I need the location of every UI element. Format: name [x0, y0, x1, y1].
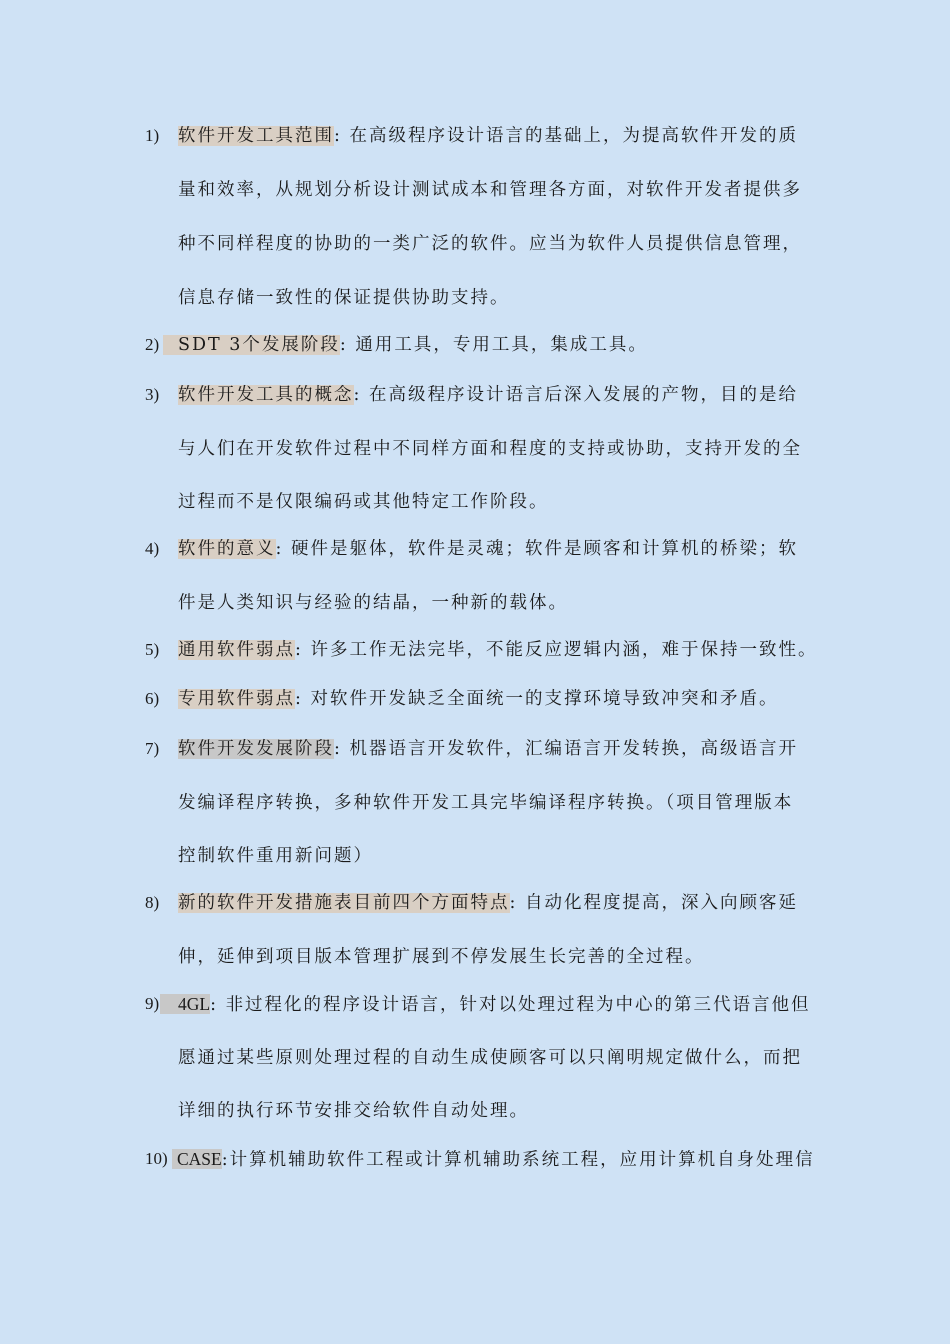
definition-text: 与人们在开发软件过程中不同样方面和程度的支持或协助，支持开发的全	[178, 439, 802, 459]
definition-text: 通用工具，专用工具，集成工具。	[355, 335, 648, 355]
item-number: 7)	[145, 739, 160, 758]
item-number: 9)	[145, 994, 160, 1013]
definition-text: 量和效率，从规划分析设计测试成本和管理各方面，对软件开发者提供多	[178, 180, 802, 200]
definition-text: 发编译程序转换，多种软件开发工具完毕编译程序转换。（项目管理版本	[178, 793, 794, 813]
term: 4GL	[160, 994, 210, 1014]
definition-text: 机器语言开发软件，汇编语言开发转换，高级语言开	[349, 739, 798, 759]
definition-text: 计算机辅助软件工程或计算机辅助系统工程，应用计算机自身处理信	[229, 1150, 815, 1170]
term: 软件开发工具的概念	[178, 385, 354, 405]
term: 软件开发发展阶段	[178, 739, 334, 759]
definition-text: 详细的执行环节安排交给软件自动处理。	[178, 1101, 529, 1121]
term: SDT 3个发展阶段	[163, 335, 340, 355]
definition-text: 信息存储一致性的保证提供协助支持。	[178, 288, 510, 308]
term: CASE	[172, 1149, 222, 1169]
item-number: 10)	[145, 1149, 168, 1168]
definition-text: 非过程化的程序设计语言，针对以处理过程为中心的第三代语言他但	[225, 995, 811, 1015]
item-number: 3)	[145, 385, 160, 404]
item-number: 8)	[145, 893, 160, 912]
term: 新的软件开发措施表目前四个方面特点	[178, 893, 510, 913]
definition-text: 控制软件重用新问题）	[178, 846, 373, 866]
item-number: 4)	[145, 539, 160, 558]
term: 专用软件弱点	[178, 689, 295, 709]
definition-text: 伸，延伸到项目版本管理扩展到不停发展生长完善的全过程。	[178, 947, 705, 967]
definition-text: 在高级程序设计语言的基础上，为提高软件开发的质	[349, 126, 798, 146]
definition-text: 硬件是躯体，软件是灵魂；软件是顾客和计算机的桥梁；软	[290, 539, 798, 559]
definition-text: 过程而不是仅限编码或其他特定工作阶段。	[178, 492, 549, 512]
definition-text: 件是人类知识与经验的结晶，一种新的载体。	[178, 593, 568, 613]
definition-text: 许多工作无法完毕，不能反应逻辑内涵，难于保持一致性。	[310, 640, 818, 660]
term: 软件的意义	[178, 539, 276, 559]
item-number: 1)	[145, 126, 160, 145]
definition-text: 在高级程序设计语言后深入发展的产物，目的是给	[368, 385, 798, 405]
definition-text: 种不同样程度的协助的一类广泛的软件。应当为软件人员提供信息管理，	[178, 234, 802, 254]
item-number: 2)	[145, 335, 160, 354]
definition-text: 对软件开发缺乏全面统一的支撑环境导致冲突和矛盾。	[310, 689, 779, 709]
term: 软件开发工具范围	[178, 126, 334, 146]
document-page: 1) 软件开发工具范围: 在高级程序设计语言的基础上，为提高软件开发的质 量和效率，从规划分析设计测试成本和管理各方面，对软件开发者提供多 种不同样程度的协助的一类广泛的软件。应当为软件人员提供信息管理， 信息存储一致性的保证提供协助支持。 2) SDT 3个发展阶段: 通用工具，专用工具，集成工具。 3) 软件开发工具的概念: 在高级程序设计语言后深入发展的产物，目的是给 与人们在开发软件过程中不同样方面和程度的支持或协助，支持开发的全 过程而不是仅限编码或其他特定工作阶段。 4) 软件的意义: 硬件是躯体，软件是灵魂；软件是顾客和计算机的桥梁；软 件是人类知识与经验的结晶，一种新的载体。 5) 通用软件弱点: 许多工作无法完毕，不能反应逻辑内涵，难于保持一致性。 6) 专用软件弱点: 对软件开发缺乏全面统一的支撑环境导致冲突和矛盾。 7) 软件开发发展阶段: 机器语言开发软件，汇编语言开发转换，高级语言开 发编译程序转换，多种软件开发工具完毕编译程序转换。（项目管理版本 控制软件重用新问题） 8) 新的软件开发措施表目前四个方面特点: 自动化程度提高，深入向顾客延 伸，延伸到项目版本管理扩展到不停发展生长完善的全过程。 9) 4GL: 非过程化的程序设计语言，针对以处理过程为中心的第三代语言他但 愿通过某些原则处理过程的自动生成使顾客可以只阐明规定做什么，而把 详细的执行环节安排交给软件自动处理。 10) CASE:计算机辅助软件工程或计算机辅助系统工程，应用计算机自身处理信	[145, 126, 818, 1170]
item-number: 6)	[145, 689, 160, 708]
item-number: 5)	[145, 640, 160, 659]
definition-text: 愿通过某些原则处理过程的自动生成使顾客可以只阐明规定做什么，而把	[178, 1048, 802, 1068]
term: 通用软件弱点	[178, 640, 295, 660]
definition-text: 自动化程度提高，深入向顾客延	[524, 893, 798, 913]
